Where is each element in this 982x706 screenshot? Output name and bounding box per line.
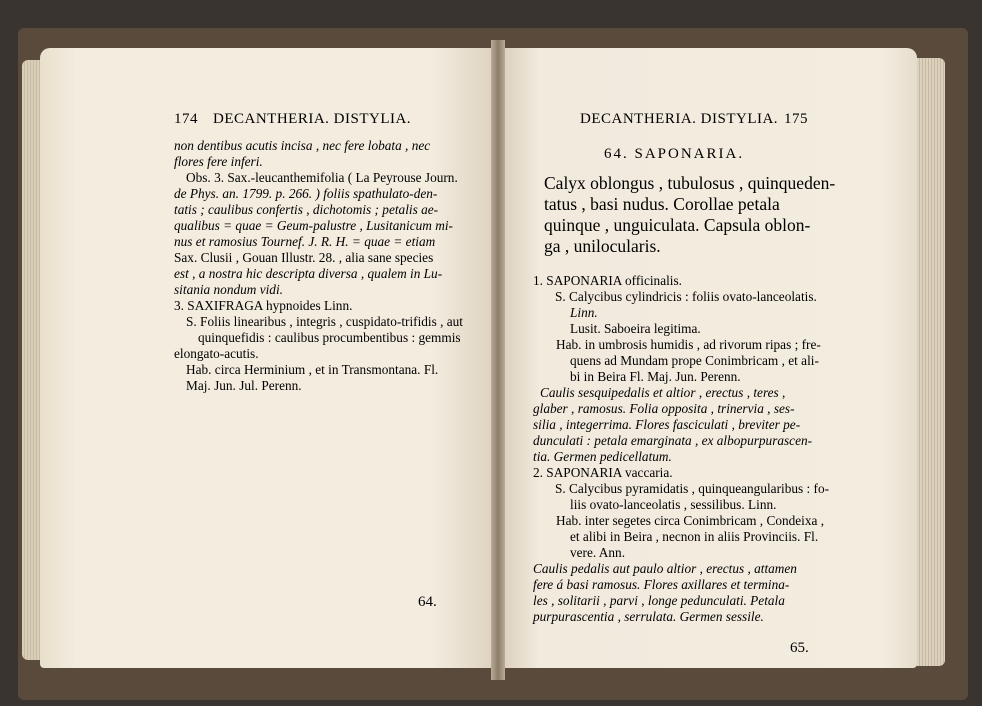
left-running-head: DECANTHERIA. DISTYLIA. — [213, 111, 412, 127]
right-text-line: vere. Ann. — [570, 545, 626, 560]
left-text-line: Hab. circa Herminium , et in Transmontana. Fl. — [186, 362, 439, 377]
left-text-line: Obs. 3. Sax.-leucanthemifolia ( La Peyrouse Journ. — [186, 170, 458, 185]
left-text-line: Sax. Clusii , Gouan Illustr. 28. , alia sane species — [174, 250, 434, 265]
left-text-line: S. Foliis linearibus , integris , cuspidato-trifidis , aut — [186, 314, 463, 329]
left-text-line: flores fere inferi. — [174, 154, 263, 169]
left-text-line: tatis ; caulibus confertis , dichotomis ; petalis ae- — [174, 202, 439, 217]
left-text-line: Maj. Jun. Jul. Perenn. — [186, 378, 302, 393]
right-species-heading: 2. SAPONARIA vaccaria. — [533, 465, 673, 480]
genus-description-line: quinque , unguiculata. Capsula oblon- — [544, 215, 811, 235]
right-text-line: S. Calycibus cylindricis : foliis ovato-lanceolatis. — [555, 289, 817, 304]
left-text-line: elongato-acutis. — [174, 346, 259, 361]
right-signature-mark: 65. — [790, 640, 809, 656]
genus-heading: 64. SAPONARIA. — [604, 146, 745, 162]
right-text-line: Linn. — [570, 305, 598, 320]
right-text-line: et alibi in Beira , necnon in aliis Provinciis. Fl. — [570, 529, 819, 544]
left-text-line: qualibus = quae = Geum-palustre , Lusitanicum mi- — [174, 218, 453, 233]
right-text-line: bi in Beira Fl. Maj. Jun. Perenn. — [570, 369, 741, 384]
left-species-heading: 3. SAXIFRAGA hypnoides Linn. — [174, 298, 353, 313]
genus-description-line: tatus , basi nudus. Corollae petala — [544, 194, 780, 214]
right-text-line: tia. Germen pedicellatum. — [533, 449, 672, 464]
left-text-line: non dentibus acutis incisa , nec fere lobata , nec — [174, 138, 431, 153]
right-text-line: purpurascentia , serrulata. Germen sessile. — [533, 609, 764, 624]
left-text-line: quinquefidis : caulibus procumbentibus : gemmis — [198, 330, 461, 345]
left-text-line: de Phys. an. 1799. p. 266. ) foliis spathulato-den- — [174, 186, 438, 201]
right-running-head: DECANTHERIA. DISTYLIA. — [580, 111, 779, 127]
right-text-line: liis ovato-lanceolatis , sessilibus. Linn. — [570, 497, 777, 512]
right-text-line: Hab. inter segetes circa Conimbricam , Condeixa , — [556, 513, 825, 528]
right-text-line: glaber , ramosus. Folia opposita , trinervia , ses- — [533, 401, 795, 416]
genus-description-line: ga , unilocularis. — [544, 236, 661, 256]
left-text-line: est , a nostra hic descripta diversa , qualem in Lu- — [174, 266, 443, 281]
right-text-line: silia , integerrima. Flores fasciculati , breviter pe- — [533, 417, 801, 432]
left-signature-mark: 64. — [418, 594, 437, 610]
right-text-line: quens ad Mundam prope Conimbricam , et ali- — [570, 353, 819, 368]
left-text-line: nus et ramosius Tournef. J. R. H. = quae = etiam — [174, 234, 436, 249]
right-text-line: Caulis sesquipedalis et altior , erectus , teres , — [540, 385, 786, 400]
right-text-line: les , solitarii , parvi , longe pedunculati. Petala — [533, 593, 785, 608]
right-page-number: 175 — [784, 111, 808, 127]
right-text-line: Caulis pedalis aut paulo altior , erectus , attamen — [533, 561, 797, 576]
left-text-line: sitania nondum vidi. — [174, 282, 283, 297]
left-page-number: 174 — [174, 111, 198, 127]
right-text-line: S. Calycibus pyramidatis , quinqueangularibus : fo- — [555, 481, 830, 496]
book-gutter — [491, 40, 505, 680]
right-text-line: dunculati : petala emarginata , ex albopurpurascen- — [533, 433, 813, 448]
right-species-heading: 1. SAPONARIA officinalis. — [533, 273, 682, 288]
right-text-line: Hab. in umbrosis humidis , ad rivorum ripas ; fre- — [556, 337, 821, 352]
right-text-line: fere á basi ramosus. Flores axillares et termina- — [533, 577, 790, 592]
right-text-line: Lusit. Saboeira legitima. — [570, 321, 701, 336]
genus-description-line: Calyx oblongus , tubulosus , quinqueden- — [544, 173, 836, 193]
